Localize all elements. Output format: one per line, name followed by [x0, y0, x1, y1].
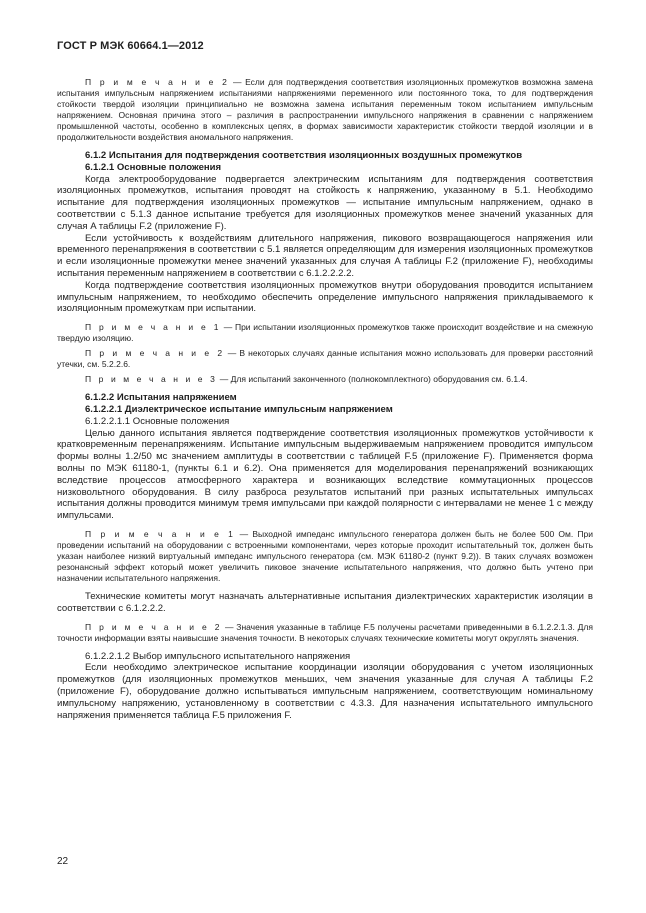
paragraph: Когда электрооборудование подвергается электрическим испытаниям для подтверждения соответствия изоляционных промежутков, испытания проводят на стойкость к напряжению, указанному в 5.1. Необходимо испытание для подтверждения изоляционных промежутков — испытание импульсным напряжением, однако в соответствии с 5.1.3 данное испытание требуется для изоляционных промежутков менее значений указанных для случая A таблицы F.2 (приложение F).: [57, 173, 593, 232]
section-heading-6-1-2-1: 6.1.2.1 Основные положения: [85, 161, 222, 173]
paragraph: Технические комитеты могут назначать альтернативные испытания диэлектрических характеристик изоляции в соответствии с 6.1.2.2.2.: [57, 590, 593, 614]
note-2: [57, 348, 593, 370]
note-2: [57, 622, 593, 644]
note-label: П р и м е ч а н и е 3: [85, 374, 218, 385]
note-text: — Выходной импеданс импульсного генератора должен быть не более 500 Ом. При проведении испытаний на оборудовании с встроенными компонентами, через которые проходит испытательный ток, должен быть указан наиболее низкий виртуальный импеданс импульсного генератора (см. МЭК 61180-2 (пункт 9.2)). В таких случаях возможен резонансный эффект который может увеличить пиковое значение испытательного напряжения, что должно быть учтено при назначении испытательного напряжения.: [57, 528, 593, 583]
document-page: [57, 40, 593, 721]
note-3: [57, 374, 593, 385]
note-label: П р и м е ч а н и е 1: [85, 528, 236, 539]
note-1: [57, 529, 593, 584]
paragraph: Когда подтверждение соответствия изоляционных промежутков внутри оборудования проводится испытанием импульсным напряжением, то необходимо обеспечить определение импульсного напряжения прикладываемого к изоляционным промежуткам при испытании.: [57, 279, 593, 315]
page-number: 22: [57, 856, 69, 867]
note-label: П р и м е ч а н и е 2: [85, 77, 230, 87]
section-heading-6-1-2-2: 6.1.2.2 Испытания напряжением: [85, 392, 237, 404]
note-1: [57, 322, 593, 344]
note-text: — При испытании изоляционных промежутков также происходит воздействие и на смежную твердую изоляцию.: [57, 322, 593, 344]
section-heading-6-1-2: 6.1.2 Испытания для подтверждения соответствия изоляционных воздушных промежутков: [85, 150, 523, 161]
paragraph: Целью данного испытания является подтверждение соответствия изоляционных промежутков устойчивости к кратковременным перенапряжениям. Испытание импульсным выдерживаемым напряжением проводится импульсом формы волны 1.2/50 мс значением амплитуды в соответствии с таблицей F.5 (приложение F). Применяется форма волны по МЭК 61180-1, (пункты 6.1 и 6.2). Она применяется для моделирования перенапряжений возникающих вследствие процессов атмосферного характера и возникающих вследствие коммутационных процессов низковольтного оборудования. В силу разброса результатов испытаний при разных испытательных импульсах испытания должны проводится минимум тремя импульсами при каждой полярности с интервалами не менее 1 с между импульсами.: [57, 427, 593, 522]
document-header: ГОСТ Р МЭК 60664.1—2012: [57, 40, 204, 52]
note-label: П р и м е ч а н и е 1: [85, 322, 222, 333]
paragraph: Если необходимо электрическое испытание координации изоляции оборудования с учетом изоляционных промежутков (для изоляционных промежутков меньших, чем значения указанные для случая A таблицы F.2 (приложение F), оборудование должно испытываться импульсным напряжением, соответствующим номинальному импульсному напряжению, установленному в соответствии с 4.3.3. Для назначения испытательного импульсного напряжения применяется таблица F.5 приложения F.: [57, 662, 593, 721]
note-text: — Значения указанные в таблице F.5 получены расчетами приведенными в 6.1.2.2.1.3. Для точности информации взяты наивысшие значения точности. В некоторых случаях технические комитеты могут округлять значения.: [57, 621, 593, 643]
note-text: — Если для подтверждения соответствия изоляционных промежутков возможна замена испытания импульсным напряжением испытаниями напряжениями переменного или постоянного тока, то для подтверждения стойкости твердой изоляции принципиально не возможна замена испытания переменным током испытанием импульсным напряжением. Основная причина этого – различия в распространении импульсного напряжения в сравнении с напряжением промышленной частоты, особенно в комплексных цепях, в формах зависимости характеристик стойкости твердой изоляции и в продолжительности воздействия аномального напряжения.: [57, 77, 593, 142]
note-label: П р и м е ч а н и е 2: [85, 621, 223, 632]
section-heading-6-1-2-2-1: 6.1.2.2.1 Диэлектрическое испытание импульсным напряжением: [85, 403, 393, 415]
section-heading-6-1-2-2-1-2: 6.1.2.2.1.2 Выбор импульсного испытательного напряжения: [85, 650, 351, 662]
note-text: — Для испытаний законченного (полнокомплектного) оборудования см. 6.1.4.: [217, 374, 528, 385]
note-label: П р и м е ч а н и е 2: [85, 348, 225, 359]
section-heading-6-1-2-2-1-1: 6.1.2.2.1.1 Основные положения: [85, 415, 230, 427]
paragraph: Если устойчивость к воздействиям длительного напряжения, пикового возвращающегося напряжения или временного перенапряжения в соответствии с 5.1 является определяющим для измерения изоляционных промежутков и если изоляционные промежутки менее значений указанных для случая A таблицы F.2 (приложение F), необходимы испытания переменным напряжением в соответствии с 6.1.2.2.2.2.: [57, 232, 593, 279]
note-2-top: [57, 77, 593, 143]
note-text: — В некоторых случаях данные испытания можно использовать для проверки расстояний утечки, см. 5.2.2.6.: [57, 348, 593, 370]
